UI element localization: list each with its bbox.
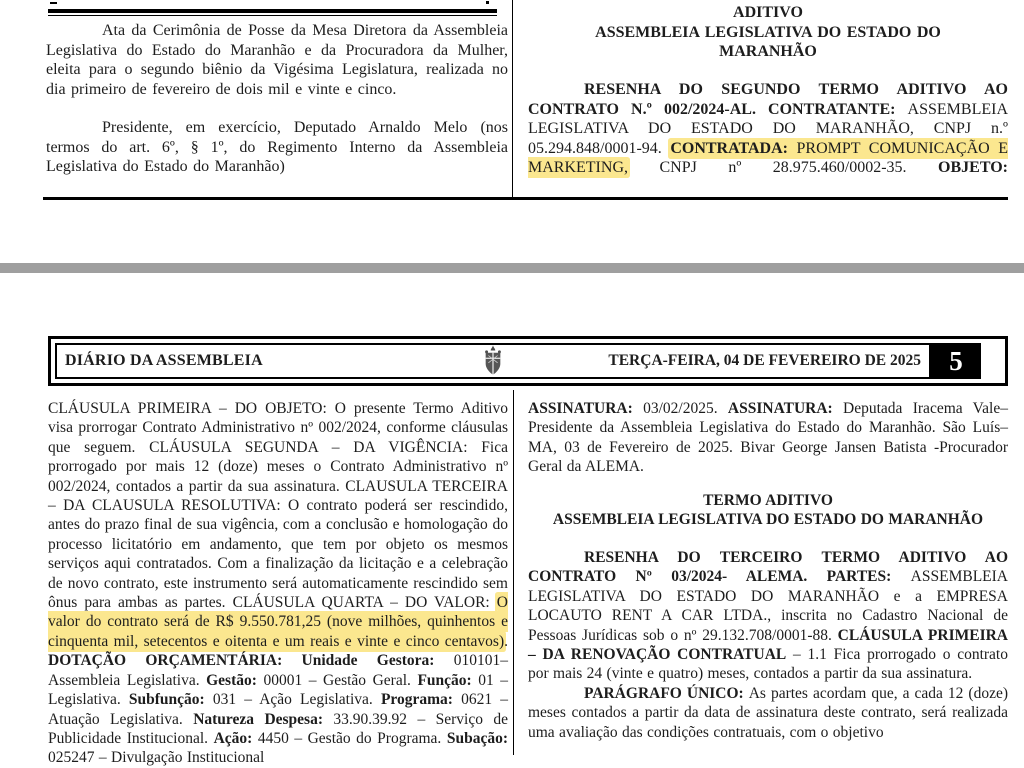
resenha-segundo-termo-paragraph: RESENHA DO SEGUNDO TERMO ADITIVO AO CONTRATO N.º 002/2024-AL. CONTRATANTE: ASSEMBLEIA LEGISLATIVA DO ESTADO DO MARANHÃO, CNPJ n.º 05.294.848/0001-94. CONTRATADA: PROMPT COMUNICAÇÃO E MARKETING, CNPJ nº 28.975.460/0002-35. OBJETO: xyxy=(528,81,1008,176)
column-divider-page1 xyxy=(512,0,513,197)
termo-aditivo-heading: TERMO ADITIVO ASSEMBLEIA LEGISLATIVA DO ESTADO DO MARANHÃO xyxy=(552,492,984,529)
scan-artifact-mark xyxy=(50,2,57,4)
paragrafo-unico-paragraph: PARÁGRAFO ÚNICO: As partes acordam que, a cada 12 (doze) meses contados a partir da data de assinatura deste contrato, será realizada uma avaliação das condições contratuais, com o objetivo xyxy=(528,684,1008,741)
column-divider-page2 xyxy=(513,390,514,755)
resenha-terceiro-termo-block xyxy=(528,548,1008,742)
resenha-terceiro-termo-paragraph: RESENHA DO TERCEIRO TERMO ADITIVO AO CONTRATO Nº 03/2024- ALEMA. PARTES: ASSEMBLEIA LEGISLATIVA DO ESTADO DO MARANHÃO e a EMPRESA LOCAUTO RENT A CAR LTDA., inscrita no Cadastro Nacional de Pessoas Jurídicas sob o nº 29.132.708/0001-88. CLÁUSULA PRIMEIRA – DA RENOVAÇÃO CONTRATUAL – 1.1 Fica prorrogado o contrato por mais 24 (vinte e quatro) meses, contados a partir da sua assinatura. xyxy=(528,549,1008,683)
page-separator-bar xyxy=(0,263,1024,273)
journal-title: DIÁRIO DA ASSEMBLEIA xyxy=(65,352,263,369)
journal-date: TERÇA-FEIRA, 04 DE FEVEREIRO DE 2025 xyxy=(608,352,921,369)
aditivo-heading: ADITIVO ASSEMBLEIA LEGISLATIVA DO ESTADO DO MARANHÃO xyxy=(595,4,941,60)
assinatura-paragraph: ASSINATURA: 03/02/2025. ASSINATURA: Deputada Iracema Vale–Presidente da Assembleia Legislativa do Estado do Maranhão. São Luís–MA, 03 de Fevereiro de 2025. Bivar George Jansen Batista -Procurador Geral da ALEMA. xyxy=(528,400,1008,476)
ata-paragraph: Ata da Cerimônia de Posse da Mesa Diretora da Assembleia Legislativa do Estado do Maranhão e da Procuradora da Mulher, eleita para o segundo biênio da Vigésima Legislatura, realizada no dia primeiro de fevereiro de dois mil e vinte e cinco. xyxy=(46,22,508,98)
page1-bottom-rule xyxy=(43,197,1008,200)
coat-of-arms-icon xyxy=(482,345,504,377)
table-bottom-rule xyxy=(48,9,497,16)
page-number-badge: 5 xyxy=(931,343,981,379)
scan-artifact-mark xyxy=(486,1,489,4)
presidente-paragraph: Presidente, em exercício, Deputado Arnaldo Melo (nos termos do art. 6º, § 1º, do Regimento Interno da Assembleia Legislativa do Estado do Maranhão) xyxy=(46,119,508,175)
journal-header-inner xyxy=(55,343,931,379)
journal-header xyxy=(48,336,1008,386)
clausulas-paragraph: CLÁUSULA PRIMEIRA – DO OBJETO: O presente Termo Aditivo visa prorrogar Contrato Administrativo nº 002/2024, conforme cláusulas que seguem. CLÁUSULA SEGUNDA – DA VIGÊNCIA: Fica prorrogado por mais 12 (doze) meses o Contrato Administrativo nº 002/2024, contados a partir da sua assinatura. CLAUSULA TERCEIRA – DA CLAUSULA RESOLUTIVA: O contrato poderá ser rescindido, antes do prazo final de sua vigência, com a conclusão e homologação do processo licitatório em andamento, que tem por objeto os mesmos serviços aqui contratados. Com a finalização da licitação e a celebração de novo contrato, este instrumento será automaticamente rescindido sem ônus para ambas as partes. CLÁUSULA QUARTA – DO VALOR: O valor do contrato será de R$ 9.550.781,25 (nove milhões, quinhentos e cinquenta mil, setecentos e oitenta e um reais e vinte e cinco centavos). DOTAÇÃO ORÇAMENTÁRIA: Unidade Gestora: 010101–Assembleia Legislativa. Gestão: 00001 – Gestão Geral. Função: 01 – Legislativa. Subfunção: 031 – Ação Legislativa. Programa: 0621 – Atuação Legislativa. Natureza Despesa: 33.90.39.92 – Serviço de Publicidade Institucional. Ação: 4450 – Gestão do Programa. Subação: 025247 – Divulgação Institucional xyxy=(48,400,509,767)
